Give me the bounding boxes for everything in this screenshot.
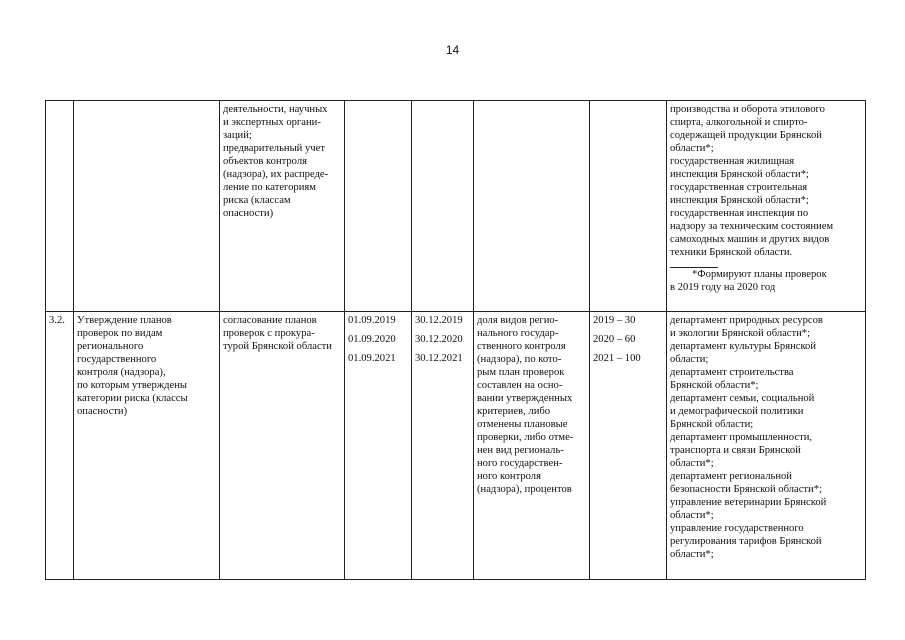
start-date: 01.09.2019 <box>348 315 396 326</box>
end-date: 30.12.2019 <box>415 315 463 326</box>
end-date: 30.12.2020 <box>415 334 463 345</box>
target-value: 2019 – 30 <box>593 315 636 326</box>
responsible-list: производства и оборота этилового спирта, алкогольной и спирто- содержащей продукции Брянской области*; государственная жилищная инспекция Брянской области*; государственная строительная инспекция Брянской области*; государственная инспекция по надзору за техническим состоянием самоходных машин и других видов техники Брянской области. <box>670 104 834 258</box>
cell-indicator: доля видов регио- нального государ- ственного контроля (надзора), по кото- рым план проверок составлен на осно- вании утвержденных критериев, либо отменены плановые проверки, либо отме- нен вид региональ- ного государствен- ного контроля (надзора), процентов <box>474 312 590 580</box>
table-row <box>46 101 866 312</box>
end-date: 30.12.2021 <box>415 353 463 364</box>
cell-target <box>590 312 667 580</box>
cell-start-date <box>345 312 412 580</box>
cell-mechanism: деятельности, научных и экспертных органи- заций; предварительный учет объектов контроля (надзора), их распреде- ление по категориям риска (классам опасности) <box>220 101 345 312</box>
start-date: 01.09.2021 <box>348 353 396 364</box>
cell-target <box>590 101 667 312</box>
plan-table <box>45 100 866 580</box>
page-number: 14 <box>445 43 460 57</box>
target-value: 2020 – 60 <box>593 334 636 345</box>
cell-responsible <box>667 101 866 312</box>
start-date: 01.09.2020 <box>348 334 396 345</box>
cell-num <box>46 101 74 312</box>
cell-indicator <box>474 101 590 312</box>
cell-end-date <box>412 312 474 580</box>
cell-event: Утверждение планов проверок по видам регионального государственного контроля (надзора), по которым утверждены категории риска (классы опасности) <box>74 312 220 580</box>
cell-responsible: департамент природных ресурсов и экологии Брянской области*; департамент культуры Брянской области; департамент строительства Брянской области*; департамент семьи, социальной и демографической политики Брянской области; департамент промышленности, транспорта и связи Брянской области*; департамент региональной безопасности Брянской области*; управление ветеринарии Брянской области*; управление государственного регулирования тарифов Брянской области*; <box>667 312 866 580</box>
cell-num: 3.2. <box>46 312 74 580</box>
cell-start-date <box>345 101 412 312</box>
cell-end-date <box>412 101 474 312</box>
cell-mechanism: согласование планов проверок с прокура- турой Брянской области <box>220 312 345 580</box>
footnote-text: *Формируют планы проверок <box>692 269 827 280</box>
cell-event <box>74 101 220 312</box>
footnote-text-cont: в 2019 году на 2020 год <box>670 282 776 293</box>
target-value: 2021 – 100 <box>593 353 641 364</box>
table-row <box>46 312 866 580</box>
